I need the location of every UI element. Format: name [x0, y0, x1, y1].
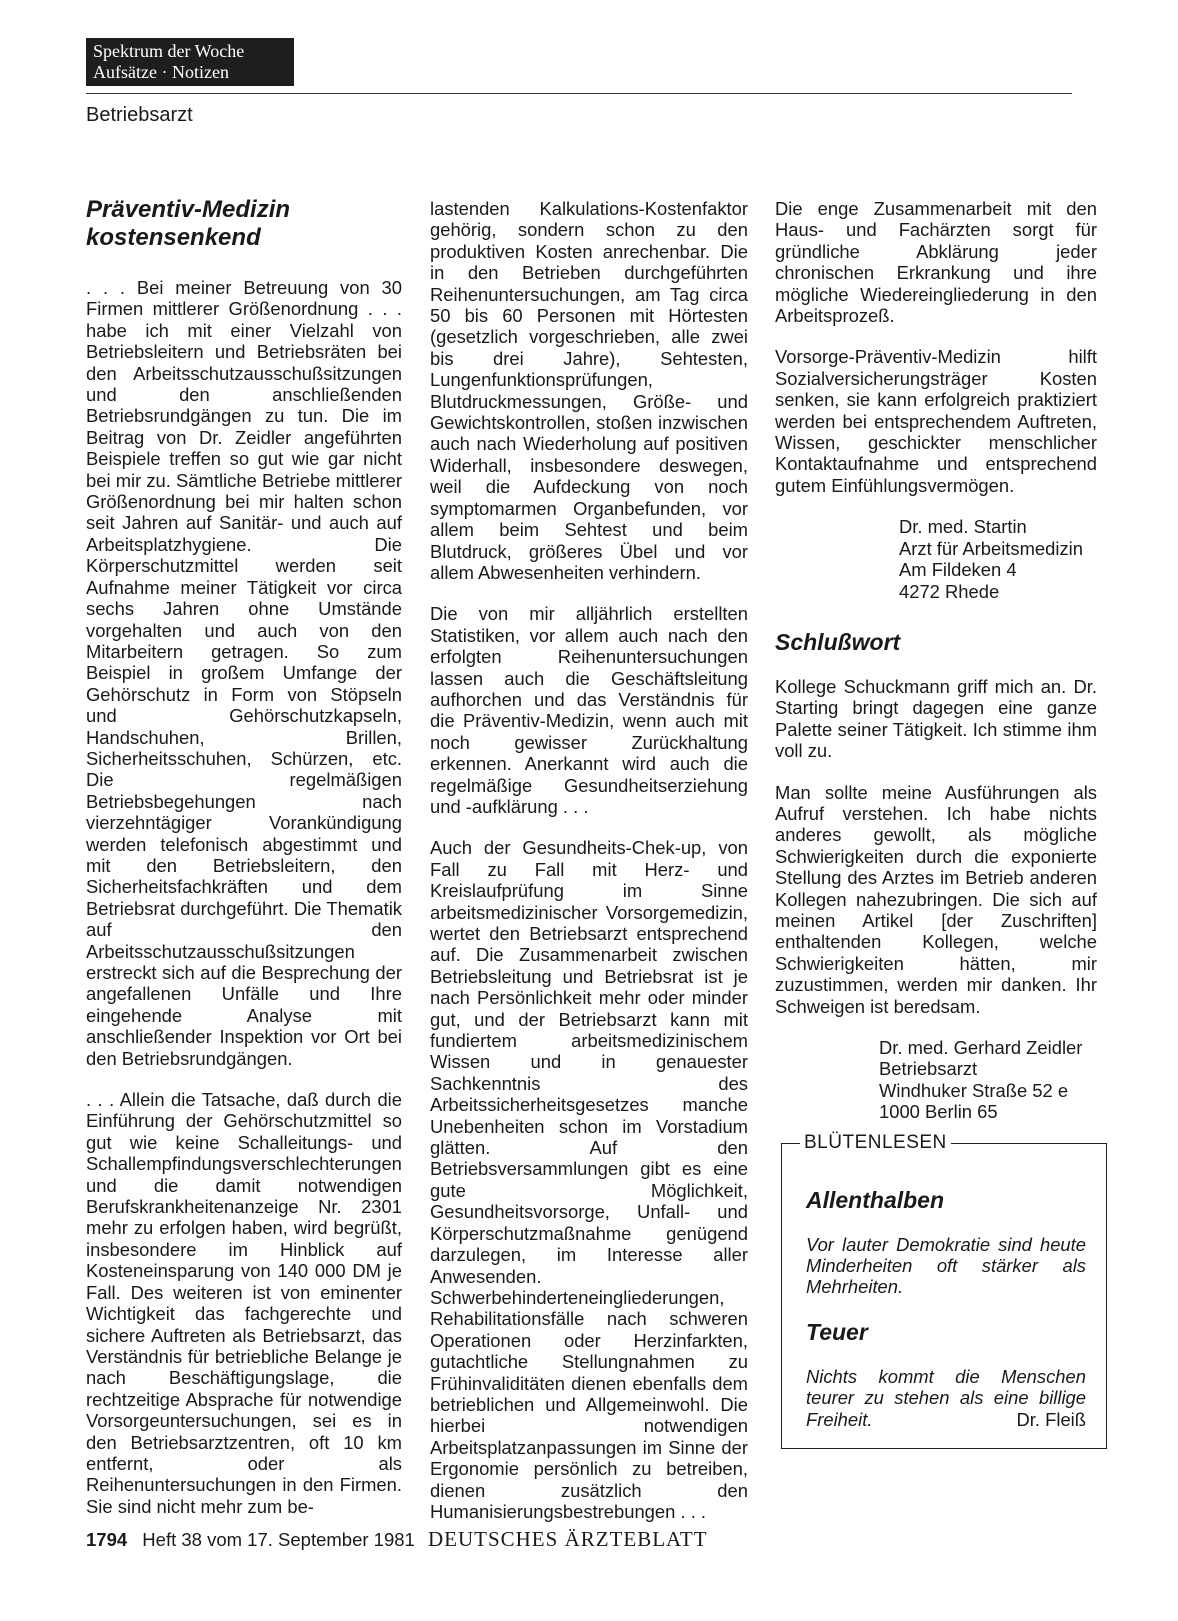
- issue-info: Heft 38 vom 17. September 1981: [142, 1529, 415, 1550]
- signature-line: Betriebsarzt: [879, 1058, 978, 1080]
- signature-line: Dr. med. Startin: [899, 516, 1027, 538]
- article2-title: Schlußwort: [775, 628, 901, 655]
- paragraph: Kollege Schuckmann griff mich an. Dr. Starting bringt dagegen eine ganze Palette seiner Tätigkeit. Ich stimme ihm voll zu.: [775, 675, 1097, 762]
- bluetenlesen-quote: Nichts kommt die Menschen teurer zu stehen als eine billige Freiheit.: [806, 1365, 1086, 1430]
- header-rule: [86, 93, 1072, 94]
- paragraph: Die enge Zusammenarbeit mit den Haus- und Fachärzten sorgt für gründliche Abklärung jeder chronischen Erkrankung und ihre mögliche Wiedereingliederung in den Arbeitsprozeß.: [775, 198, 1097, 327]
- paragraph: lastenden Kalkulations-Kostenfaktor gehörig, sondern schon zu den produktiven Kosten anrechenbar. Die in den Betrieben durchgeführten Reihenuntersuchungen, am Tag circa 50 bis 60 Personen mit Hörtesten (gesetzlich vorgeschrieben, alle zwei bis drei Jahre), Sehtesten, Lungenfunktionsprüfungen, Blutdruckmessungen, Größe- und Gewichtskontrollen, stoßen inzwischen auch nach Wiederholung auf positiven Widerhall, insbesondere deswegen, weil die Aufdeckung von noch symptomarmen Organbefunden, vor allem beim Sehtest und beim Blutdruck, größeres Übel und vor allem Abwesenheiten verhindern.: [430, 198, 748, 583]
- bluetenlesen-box: [781, 1131, 1107, 1449]
- journal-name: DEUTSCHES ÄRZTEBLATT: [427, 1527, 708, 1551]
- signature-line: Arzt für Arbeitsmedizin: [899, 537, 1083, 559]
- bluetenlesen-item-title: Teuer: [806, 1318, 868, 1345]
- signature-line: Am Fildeken 4: [899, 559, 1017, 581]
- signature-line: Windhuker Straße 52 e: [879, 1079, 1069, 1101]
- paragraph: Man sollte meine Ausführungen als Aufruf verstehen. Ich habe nichts anderes gewollt, als mögliche Schwierigkeiten durch die exponierte Stellung des Arztes im Betrieb anderen Kollegen nahezubringen. Die sich auf meinen Artikel [der Zuschriften] enthaltenden Kollegen, welche Schwierigkeiten hätten, mir zuzustimmen, werden mir danken. Ihr Schweigen ist beredsam.: [775, 781, 1097, 1017]
- header-line-1: Spektrum der Woche: [93, 41, 245, 61]
- page-number: 1794: [86, 1529, 128, 1550]
- article-title-line-2: kostensenkend: [86, 224, 261, 251]
- paragraph: Die von mir alljährlich erstellten Statistiken, vor allem auch nach den erfolgten Reihenuntersuchungen lassen auch die Geschäftsleitung aufhorchen und das Verständnis für die Präventiv-Medizin, wenn auch mit noch gewisser Zurückhaltung erkennen. Anerkannt wird auch die regelmäßige Gesundheitserziehung und -aufklärung . . .: [430, 603, 748, 817]
- article-title: [86, 196, 402, 252]
- bluetenlesen-author: Dr. Fleiß: [1016, 1408, 1086, 1430]
- bluetenlesen-item-text: Vor lauter Demokratie sind heute Minderheiten oft stärker als Mehrheiten.: [806, 1233, 1086, 1298]
- bluetenlesen-item-title: Allenthalben: [806, 1186, 945, 1213]
- paragraph: . . . Bei meiner Betreuung von 30 Firmen mittlerer Größenordnung . . . habe ich mit einer Vielzahl von Betriebsleitern und Betriebsräten bei den Arbeitsschutzausschußsitzungen und den anschließenden Betriebsrundgängen zu tun. Die im Beitrag von Dr. Zeidler angeführten Beispiele treffen so gut wie gar nicht bei mir zu. Sämtliche Betriebe mittlerer Größenordnung bei mir halten schon seit Jahren auf Sanitär- und auch auf Arbeitsplatzhygiene. Die Körperschutzmittel werden seit Aufnahme meiner Tätigkeit vor circa sechs Jahren ohne Umstände vorgehalten und auch von den Mitarbeitern getragen. So zum Beispiel in großem Umfange der Gehörschutz in Form von Stöpseln und Gehörschutzkapseln, Handschuhen, Brillen, Sicherheitsschuhen, Schürzen, etc. Die regelmäßigen Betriebsbegehungen nach vierzehntägiger Vorankündigung werden telefonisch abgestimmt und mit den Betriebsleitern, den Sicherheitsfachkräften und dem Betriebsrat durchgeführt. Die Thematik auf den Arbeitsschutzausschußsitzungen erstreckt sich auf die Besprechung der angefallenen Unfälle und Ihre eingehende Analyse mit anschließender Inspektion vor Ort bei den Betriebsrundgängen.: [86, 277, 402, 1069]
- bluetenlesen-label: BLÜTENLESEN: [800, 1132, 951, 1153]
- header-line-2: Aufsätze · Notizen: [93, 62, 229, 82]
- article-title-line-1: Präventiv-Medizin: [86, 196, 291, 223]
- column-2: [430, 198, 748, 1542]
- bluetenlesen-content: [806, 1186, 1086, 1450]
- signature-zeidler: [775, 1037, 1097, 1123]
- section-label: Betriebsarzt: [86, 104, 193, 126]
- section-header-box: [86, 38, 294, 86]
- signature-line: 1000 Berlin 65: [879, 1101, 998, 1123]
- page-footer: [86, 1527, 708, 1552]
- column-1: [86, 277, 402, 1537]
- signature-line: Dr. med. Gerhard Zeidler: [879, 1037, 1083, 1058]
- bluetenlesen-item-text: [806, 1366, 1086, 1430]
- paragraph: Vorsorge-Präventiv-Medizin hilft Sozialversicherungsträger Kosten senken, sie kann erfolgreich praktiziert werden bei entsprechendem Auftreten, Wissen, geschickter menschlicher Kontaktaufnahme und entsprechend gutem Einfühlungsvermögen.: [775, 346, 1097, 496]
- paragraph: . . . Allein die Tatsache, daß durch die Einführung der Gehörschutzmittel so gut wie keine Schalleitungs- und Schallempfindungsverschlechterungen und die damit notwendigen Berufskrankheitenanzeige Nr. 2301 mehr zu erfolgen haben, wird begrüßt, insbesondere im Hinblick auf Kosteneinsparung von 140 000 DM je Fall. Des weiteren ist von eminenter Wichtigkeit das fachgerechte und sichere Auftreten als Betriebsarzt, das Verständnis für betriebliche Belange je nach Beschäftigungslage, die rechtzeitige Absprache für notwendige Vorsorgeuntersuchungen, sei es in den Betriebsarztzentren, oft 10 km entfernt, oder als Reihenuntersuchungen in den Firmen. Sie sind nicht mehr zum be-: [86, 1089, 402, 1517]
- signature-startin: [775, 516, 1097, 602]
- paragraph: Auch der Gesundheits-Chek-up, von Fall zu Fall mit Herz- und Kreislaufprüfung im Sinne arbeitsmedizinischer Vorsorgemedizin, wertet den Betriebsarzt entsprechend auf. Die Zusammenarbeit zwischen Betriebsleitung und Betriebsrat ist je nach Persönlichkeit mehr oder minder gut, und der Betriebsarzt kann mit fundiertem arbeitsmedizinischem Wissen und in genauester Sachkenntnis des Arbeitssicherheitsgesetzes manche Unebenheiten schon im Vorstadium glätten. Auf den Betriebsversammlungen gibt es eine gute Möglichkeit, Gesundheitsvorsorge, Unfall- und Körperschutzmaßnahme genügend darzulegen, im Interesse aller Anwesenden. Schwerbehinderteneingliederungen, Rehabilitationsfälle nach schweren Operationen oder Herzinfarkten, gutachtliche Stellungnahmen zu Frühinvaliditäten dienen ebenfalls dem betrieblichen und Allgemeinwohl. Die hierbei notwendigen Arbeitsplatzanpassungen im Sinne der Ergonomie persönlich zu betreiben, dienen zusätzlich den Humanisierungsbestrebungen . . .: [430, 837, 748, 1522]
- signature-line: 4272 Rhede: [899, 580, 1000, 602]
- column-3: [775, 198, 1097, 1449]
